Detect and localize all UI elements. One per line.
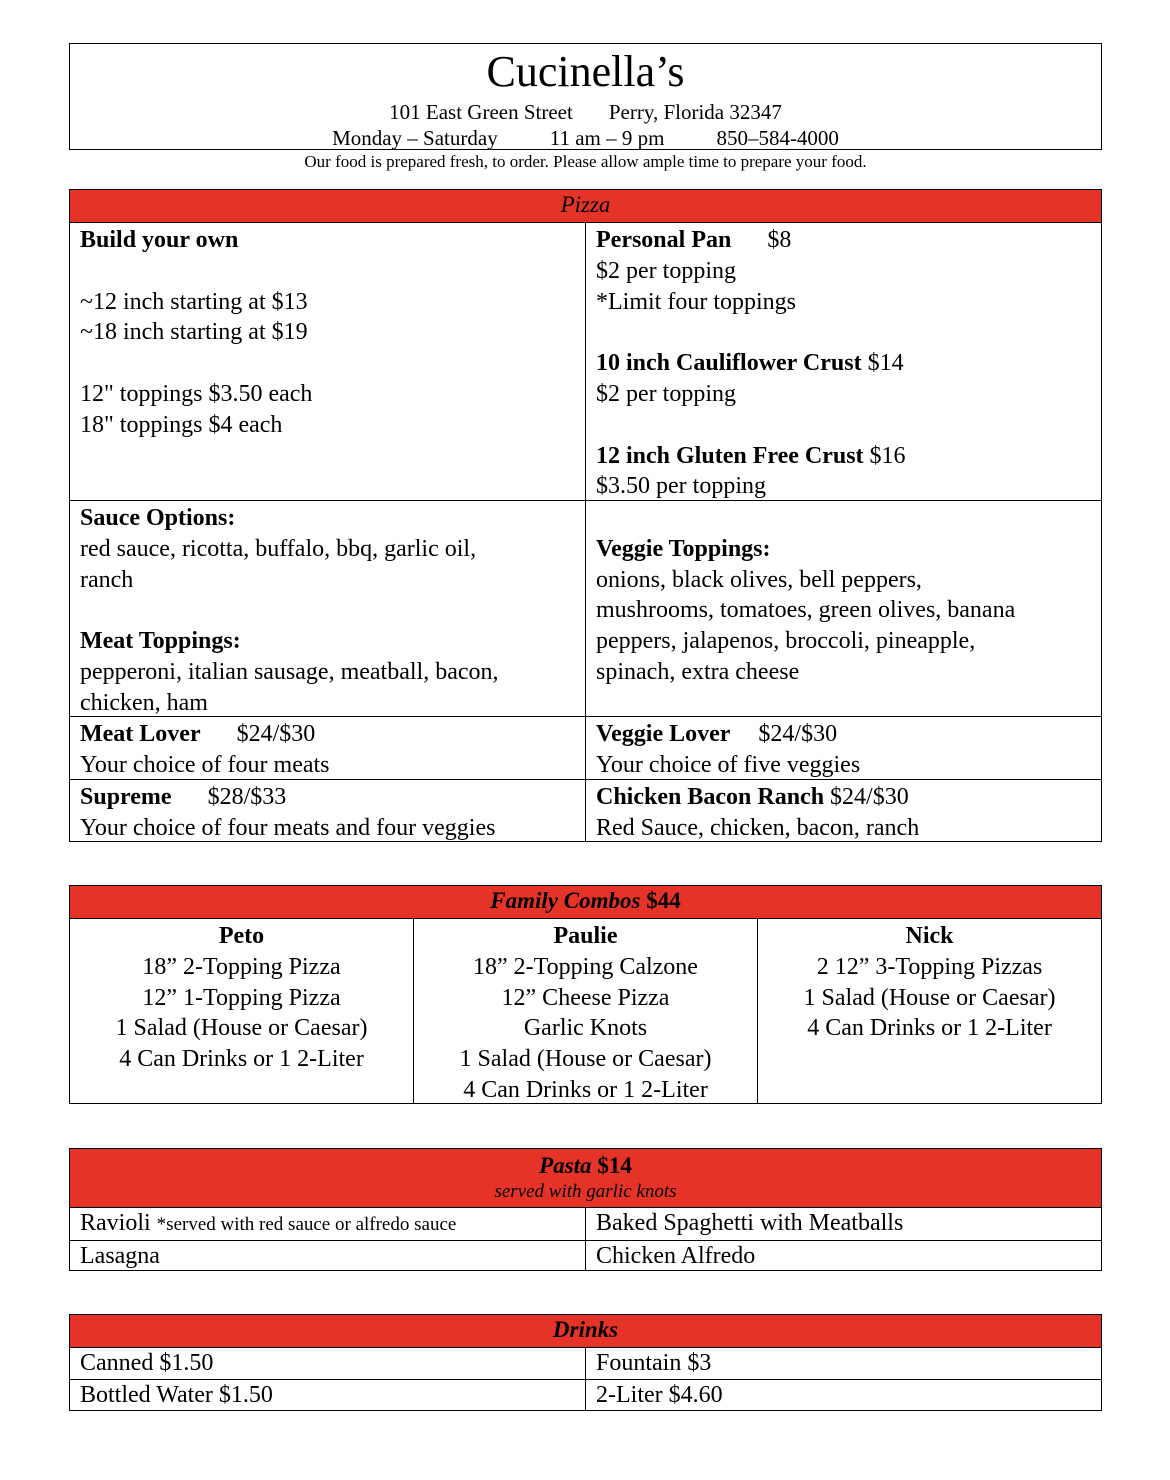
open-hours: 11 am – 9 pm: [549, 126, 665, 150]
sauce-meat-cell: [70, 501, 585, 721]
gluten-free-price: $16: [869, 442, 906, 469]
pasta-price: $14: [597, 1153, 632, 1178]
chicken-bacon-ranch-cell: [586, 780, 1101, 846]
combo-nick-line: 1 Salad (House or Caesar): [803, 984, 1056, 1011]
personal-pan-title: Personal Pan: [596, 227, 732, 253]
street-address: 101 East Green Street: [389, 100, 573, 124]
combo-peto-line: 18” 2-Topping Pizza: [142, 953, 341, 980]
combo-paulie-line: 12” Cheese Pizza: [501, 984, 670, 1011]
pizza-header: [70, 190, 1101, 223]
drink-canned: [70, 1348, 585, 1381]
pizza-section: [69, 189, 1102, 842]
drinks-header: [70, 1315, 1101, 1348]
combos-header: [70, 886, 1101, 919]
combo-nick-name: Nick: [905, 923, 954, 949]
lasagna-name: Lasagna: [80, 1243, 160, 1269]
veggie-title: Veggie Toppings:: [596, 535, 771, 562]
meat-list-1: pepperoni, italian sausage, meatball, bacon,: [80, 658, 499, 685]
sauce-list-2: ranch: [80, 566, 134, 593]
drink-water-label: Bottled Water $1.50: [80, 1382, 273, 1408]
meat-title: Meat Toppings:: [80, 628, 241, 655]
drink-fountain: [586, 1348, 1101, 1381]
drinks-title: Drinks: [552, 1317, 619, 1342]
supreme-title: Supreme: [80, 784, 172, 810]
build-12-inch: ~12 inch starting at $13: [80, 288, 308, 315]
ravioli-note: *served with red sauce or alfredo sauce: [156, 1214, 457, 1235]
pasta-alfredo: [586, 1241, 1101, 1274]
veggie-lover-cell: [586, 717, 1101, 783]
toppings-18-price: 18" toppings $4 each: [80, 411, 283, 438]
hours-line: [70, 125, 1101, 151]
pizza-title: Pizza: [560, 192, 611, 217]
veggie-lover-desc: Your choice of five veggies: [596, 751, 861, 778]
combo-peto-line: 4 Can Drinks or 1 2-Liter: [119, 1046, 364, 1073]
personal-pan-topping: $2 per topping: [596, 257, 736, 284]
veggie-lover-title: Veggie Lover: [596, 721, 731, 747]
drink-water: [70, 1380, 585, 1413]
meat-lover-title: Meat Lover: [80, 721, 201, 747]
supreme-cell: [70, 780, 585, 846]
phone-number: 850–584-4000: [716, 126, 839, 150]
combo-paulie: [414, 919, 757, 1108]
toppings-12-price: 12" toppings $3.50 each: [80, 380, 313, 407]
veggie-list-3: peppers, jalapenos, broccoli, pineapple,: [596, 628, 976, 655]
pasta-title: Pasta: [539, 1153, 592, 1178]
combos-title: Family Combos: [490, 888, 641, 913]
combo-paulie-name: Paulie: [553, 923, 618, 949]
restaurant-name: Cucinella’s: [486, 47, 685, 96]
combo-nick-line: 4 Can Drinks or 1 2-Liter: [807, 1015, 1052, 1042]
specialty-crust-cell: [586, 223, 1101, 504]
personal-pan-price: $8: [767, 227, 792, 253]
pasta-header: [70, 1149, 1101, 1208]
supreme-price: $28/$33: [207, 784, 287, 810]
combo-paulie-line: 18” 2-Topping Calzone: [473, 953, 698, 980]
spaghetti-name: Baked Spaghetti with Meatballs: [596, 1210, 904, 1236]
drink-canned-label: Canned $1.50: [80, 1350, 214, 1376]
combo-paulie-line: 1 Salad (House or Caesar): [459, 1046, 712, 1073]
combos-section: [69, 885, 1102, 1104]
combo-nick: [758, 919, 1101, 1046]
cbr-price: $24/$30: [830, 784, 909, 810]
pasta-ravioli: [70, 1208, 585, 1243]
drink-2-liter: [586, 1380, 1101, 1413]
supreme-desc: Your choice of four meats and four veggies: [80, 814, 496, 841]
cauliflower-topping: $2 per topping: [596, 380, 736, 407]
address-line: [70, 99, 1101, 125]
combo-peto-name: Peto: [218, 923, 265, 949]
header-box: [69, 43, 1102, 150]
combo-peto-line: 12” 1-Topping Pizza: [142, 984, 341, 1011]
open-days: Monday – Saturday: [332, 126, 498, 150]
build-your-own-cell: [70, 223, 585, 443]
veggie-list-4: spinach, extra cheese: [596, 658, 800, 685]
gluten-free-title: 12 inch Gluten Free Crust: [596, 442, 864, 469]
ravioli-name: Ravioli: [80, 1210, 151, 1236]
pasta-spaghetti: [586, 1208, 1101, 1241]
cauliflower-title: 10 inch Cauliflower Crust: [596, 350, 862, 377]
alfredo-name: Chicken Alfredo: [596, 1243, 756, 1269]
combo-paulie-line: Garlic Knots: [523, 1015, 648, 1042]
veggie-list-2: mushrooms, tomatoes, green olives, banana: [596, 597, 1016, 624]
drink-fountain-label: Fountain $3: [596, 1350, 712, 1376]
combo-peto-line: 1 Salad (House or Caesar): [115, 1015, 368, 1042]
cbr-desc: Red Sauce, chicken, bacon, ranch: [596, 814, 920, 841]
veggie-lover-price: $24/$30: [758, 721, 838, 747]
meat-lover-cell: [70, 717, 585, 783]
fresh-note: Our food is prepared fresh, to order. Please allow ample time to prepare your food.: [304, 152, 867, 171]
combo-peto: [70, 919, 413, 1077]
veggie-list-1: onions, black olives, bell peppers,: [596, 566, 922, 593]
meat-lover-price: $24/$30: [236, 721, 316, 747]
pasta-lasagna: [70, 1241, 585, 1274]
cauliflower-price: $14: [867, 350, 904, 377]
build-your-own-title: Build your own: [80, 227, 239, 253]
personal-pan-limit: *Limit four toppings: [596, 288, 796, 315]
build-18-inch: ~18 inch starting at $19: [80, 319, 308, 346]
veggie-cell: [586, 501, 1101, 690]
combo-nick-line: 2 12” 3-Topping Pizzas: [816, 953, 1043, 980]
drinks-section: [69, 1314, 1102, 1411]
meat-lover-desc: Your choice of four meats: [80, 751, 330, 778]
sauce-list-1: red sauce, ricotta, buffalo, bbq, garlic oil,: [80, 535, 477, 562]
pasta-subtitle: served with garlic knots: [494, 1181, 677, 1202]
drink-2-liter-label: 2-Liter $4.60: [596, 1382, 723, 1408]
cbr-title: Chicken Bacon Ranch: [596, 784, 825, 810]
meat-list-2: chicken, ham: [80, 689, 208, 716]
pasta-section: [69, 1148, 1102, 1271]
gluten-free-topping: $3.50 per topping: [596, 473, 766, 500]
combo-paulie-line: 4 Can Drinks or 1 2-Liter: [463, 1076, 708, 1103]
combos-price: $44: [646, 888, 681, 913]
sauce-title: Sauce Options:: [80, 505, 236, 531]
city-address: Perry, Florida 32347: [608, 100, 782, 124]
